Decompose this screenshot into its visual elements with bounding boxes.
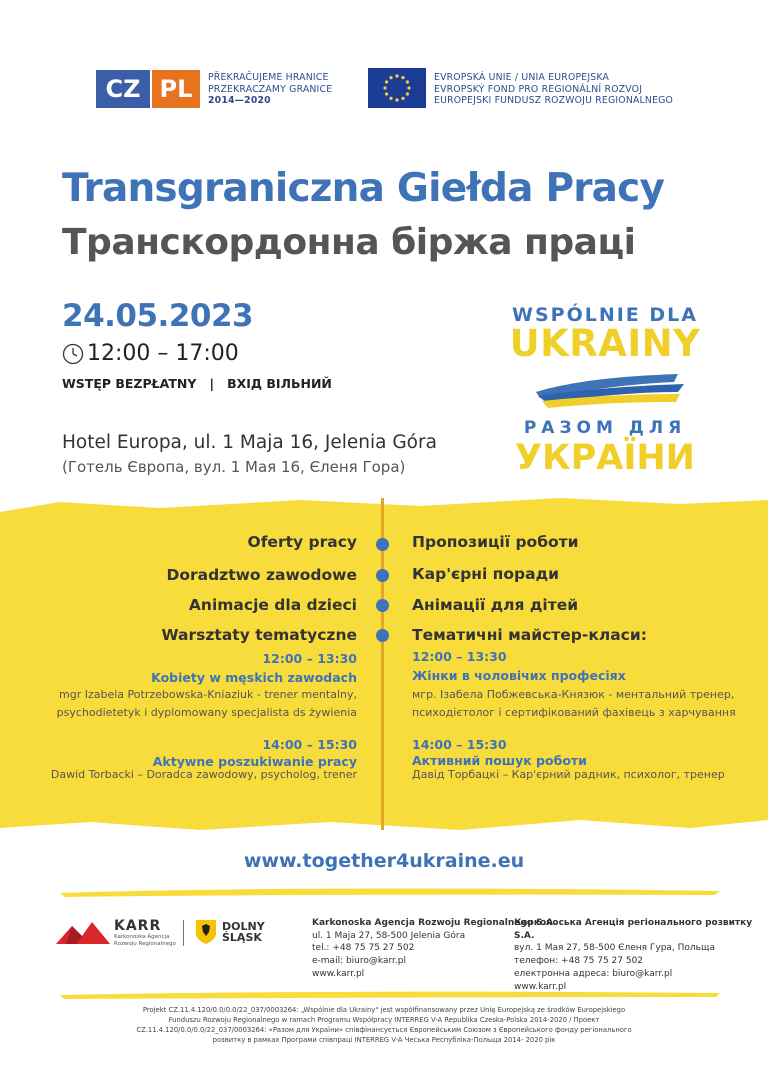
logo-cz: CZ [96, 70, 150, 108]
bullet-dot [376, 629, 389, 642]
ws1-time-pl: 12:00 – 13:30 [262, 651, 357, 666]
addr-pl-5[interactable]: www.karr.pl [312, 968, 365, 979]
program-line-3: 2014—2020 [208, 95, 271, 106]
item-ua-1: Пропозиції роботи [412, 533, 579, 551]
ws1-title-ua: Жінки в чоловічих професіях [412, 668, 626, 683]
badge-line-4: УКРАЇНИ [515, 438, 695, 478]
ws1-title-pl: Kobiety w męskich zawodach [151, 670, 357, 685]
karr-name: KARR [114, 918, 162, 934]
ws2-desc-ua: Давід Торбацкі – Кар'єрний радник, психолог, тренер [412, 768, 725, 781]
addr-ua-2: вул. 1 Мая 27, 58-500 Єленя Гура, Польща [514, 943, 715, 954]
website-link[interactable]: www.together4ukraine.eu [243, 850, 525, 872]
eu-flag-icon [368, 68, 426, 108]
ws2-title-ua: Активний пошук роботи [412, 753, 587, 768]
logo-pl: PL [152, 70, 200, 108]
bullet-dot [376, 569, 389, 582]
venue-ua: (Готель Європа, вул. 1 Мая 16, Єленя Гора) [62, 458, 406, 476]
badge-line-1: WSPÓLNIE DLA [512, 304, 698, 326]
ws1-desc-pl-2: psychodietetyk i dyplomowany specjalista ds żywienia [56, 706, 357, 719]
bullet-dot [376, 538, 389, 551]
badge-line-2: UKRAINY [509, 322, 701, 365]
item-pl-3: Animacje dla dzieci [188, 596, 357, 614]
karr-sub-1: Karkonoska Agencja [114, 934, 170, 940]
ds-line-1: DOLNY [222, 920, 265, 933]
karr-logo-icon [56, 918, 110, 950]
flag-brush-icon [528, 368, 688, 412]
addr-ua-3: телефон: +48 75 75 27 502 [514, 956, 644, 967]
item-pl-2: Doradztwo zawodowe [166, 566, 357, 584]
program-line-1: PŘEKRAČUJEME HRANICE [208, 72, 329, 83]
eu-text [434, 72, 673, 107]
footnote-line-2: Funduszu Rozwoju Regionalnego w ramach Programu Współpracy INTERREG V-A Republika Czeska-Polska 2014-2020 / Проект [168, 1016, 600, 1024]
item-ua-3: Анімації для дітей [412, 596, 579, 614]
addr-pl-3: tel.: +48 75 75 27 502 [312, 943, 415, 954]
venue: Hotel Europa, ul. 1 Maja 16, Jelenia Góra [62, 432, 437, 453]
event-date: 24.05.2023 [62, 298, 254, 334]
bullet-dot [376, 599, 389, 612]
ws1-desc-ua-2: психодієтолог і сертифікований фахівець з харчування [412, 706, 736, 719]
eu-line-2: EVROPSKÝ FOND PRO REGIONÁLNÍ ROZVOJ [434, 83, 643, 95]
cz-pl-logo [96, 70, 200, 108]
badge-line-3: РАЗОМ ДЛЯ [523, 418, 687, 438]
eu-line-1: EVROPSKÁ UNIE / UNIA EUROPEJSKA [434, 72, 610, 83]
addr-pl-4[interactable]: e-mail: biuro@karr.pl [312, 956, 406, 967]
ws2-title-pl: Aktywne poszukiwanie pracy [152, 754, 357, 769]
time-text: 12:00 – 17:00 [87, 341, 239, 366]
item-pl-4: Warsztaty tematyczne [161, 626, 357, 644]
addr-pl-1: Karkonoska Agencja Rozwoju Regionalnego S.A. [312, 918, 557, 928]
ws2-time-pl: 14:00 – 15:30 [262, 737, 357, 752]
entry-info: WSTĘP BEZPŁATNY | ВХІД ВІЛЬНИЙ [62, 376, 332, 391]
ws1-time-ua: 12:00 – 13:30 [412, 649, 507, 664]
eu-line-3: EUROPEJSKI FUNDUSZ ROZWOJU REGIONALNEGO [434, 95, 674, 106]
yellow-underline [60, 884, 720, 898]
ws1-desc-pl-1: mgr Izabela Potrzebowska-Kniaziuk - trener mentalny, [59, 688, 357, 701]
karr-sub-2: Rozwoju Regionalnego [114, 941, 176, 947]
footnote-line-3: CZ.11.4.120/0.0/0.0/22_037/0003264: «Разом для України» співфінансується Європейським Союзом з Європейського фонду регіонального [136, 1026, 632, 1034]
ws1-desc-ua-1: мгр. Ізабела Побжевська-Князюк - ментальний тренер, [412, 688, 735, 701]
title-ua: Транскордонна біржа праці [62, 222, 636, 263]
footnote-line-4: розвитку в рамках Програми співпраці INTERREG V-A Чеська Республіка-Польща 2014- 2020 рік [212, 1036, 556, 1044]
address-ua [514, 917, 768, 993]
karr-sub [114, 934, 176, 948]
item-pl-1: Oferty pracy [247, 533, 357, 551]
title-pl: Transgraniczna Giełda Pracy [62, 166, 665, 211]
event-time [62, 341, 239, 366]
dolny-slask-crest-icon [196, 920, 216, 948]
ds-line-2: ŚLĄSK [222, 931, 262, 944]
addr-ua-1: Карконоська Агенція регіонального розвитку S.A. [514, 918, 753, 941]
addr-pl-2: ul. 1 Maja 27, 58-500 Jelenia Góra [312, 930, 466, 941]
yellow-underline-2 [60, 986, 720, 998]
ws2-time-ua: 14:00 – 15:30 [412, 737, 507, 752]
program-text [208, 72, 332, 107]
footer-separator [183, 920, 184, 946]
addr-ua-4[interactable]: електронна адреса: biuro@karr.pl [514, 968, 673, 979]
dolny-slask-name [222, 921, 265, 943]
clock-icon [62, 343, 84, 365]
footnote-line-1: Projekt CZ.11.4.120/0.0/0.0/22_037/0003264: „Wspólnie dla Ukrainy" jest współfinansowany przez Unię Europejską ze środków Europejskiego [142, 1006, 626, 1014]
addr-ua-5[interactable]: www.karr.pl [514, 981, 567, 992]
item-ua-4: Тематичні майстер-класи: [412, 626, 647, 644]
ws2-desc-pl: Dawid Torbacki – Doradca zawodowy, psycholog, trener [50, 768, 357, 781]
item-ua-2: Кар'єрні поради [412, 565, 559, 583]
project-footnote [110, 1005, 658, 1045]
program-line-2: PRZEKRACZAMY GRANICE [208, 83, 333, 95]
